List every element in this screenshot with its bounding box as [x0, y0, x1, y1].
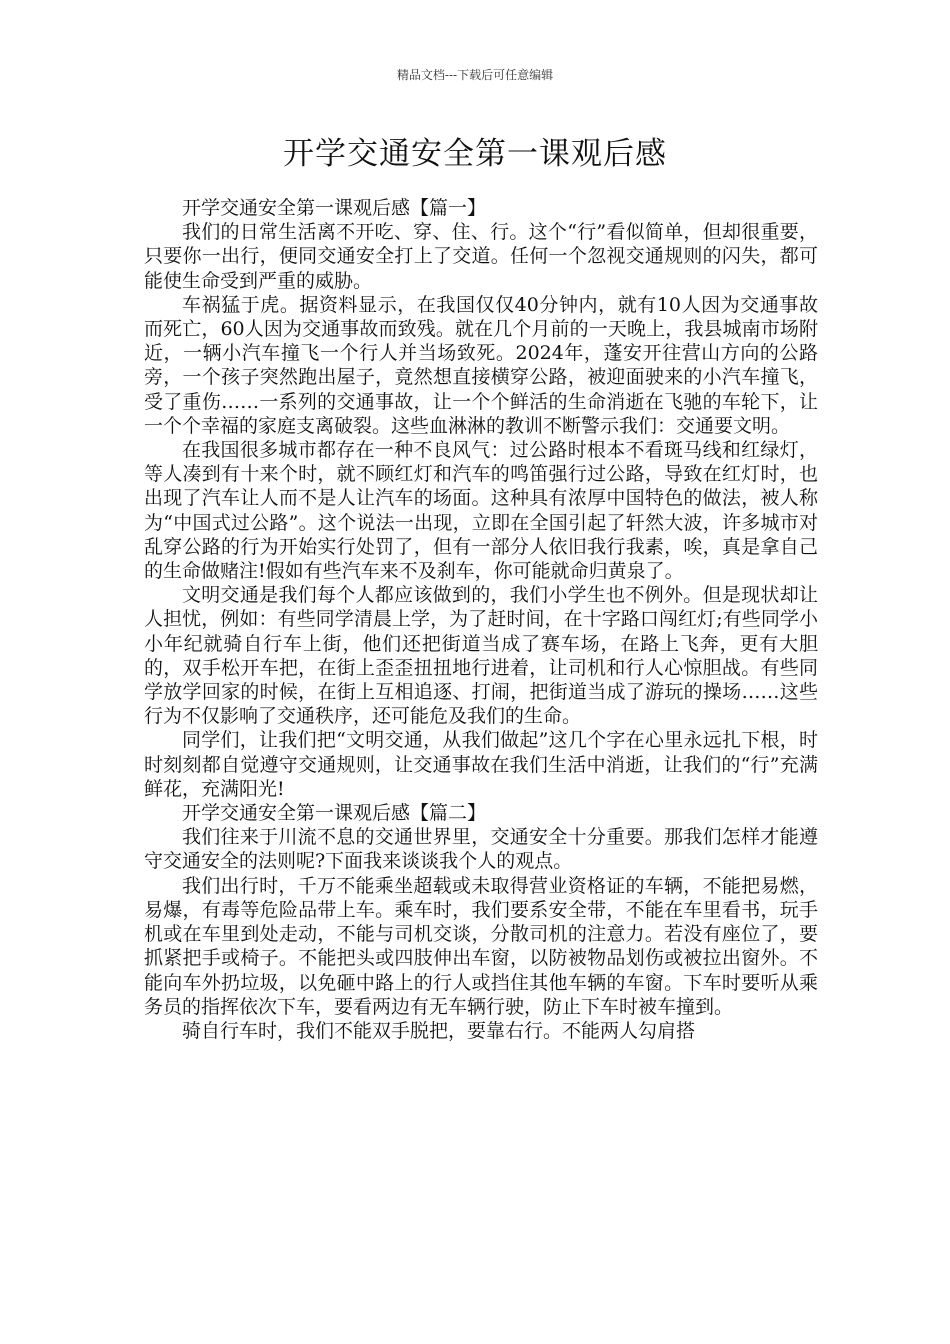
paragraph: 同学们，让我们把“文明交通，从我们做起”这几个字在心里永远扎下根，时时刻刻都自觉遵守交通规则，让交通事故在我们生活中消逝，让我们的“行”充满鲜花，充满阳光! [144, 729, 818, 800]
paragraph: 我们出行时，千万不能乘坐超载或未取得营业资格证的车辆，不能把易燃，易爆，有毒等危险品带上车。乘车时，我们要系安全带，不能在车里看书，玩手机或在车里到处走动，不能与司机交谈，分散司机的注意力。若没有座位了，要抓紧把手或椅子。不能把头或四肢伸出车窗，以防被物品划伤或被拉出窗外。不能向车外扔垃圾，以免砸中路上的行人或挡住其他车辆的车窗。下车时要听从乘务员的指挥依次下车，要看两边有无车辆行驶，防止下车时被车撞到。 [144, 874, 818, 1018]
section-heading-2: 开学交通安全第一课观后感【篇二】 [182, 802, 487, 825]
paragraph: 我们的日常生活离不开吃、穿、住、行。这个“行”看似简单，但却很重要，只要你一出行，便同交通安全打上了交道。任何一个忽视交通规则的闪失，都可能使生命受到严重的威胁。 [144, 221, 818, 292]
paragraph: 骑自行车时，我们不能双手脱把，要靠右行。不能两人勾肩搭 [182, 1019, 696, 1042]
paragraph: 在我国很多城市都存在一种不良风气：过公路时根本不看斑马线和红绿灯，等人凑到有十来个时，就不顾红灯和汽车的鸣笛强行过公路，导致在红灯时，也出现了汽车让人而不是人让汽车的场面。这种具有浓厚中国特色的做法，被人称为“中国式过公路”。这个说法一出现，立即在全国引起了轩然大波，许多城市对乱穿公路的行为开始实行处罚了，但有一部分人依旧我行我素，唉，真是拿自己的生命做赌注!假如有些汽车来不及刹车，你可能就命归黄泉了。 [144, 439, 818, 583]
document-body [144, 196, 818, 1043]
page-header-note: 精品文档---下载后可任意编辑 [396, 68, 554, 82]
section-heading-1: 开学交通安全第一课观后感【篇一】 [182, 197, 487, 219]
paragraph: 车祸猛于虎。据资料显示，在我国仅仅40分钟内，就有10人因为交通事故而死亡，60人因为交通事故而致残。就在几个月前的一天晚上，我县城南市场附近，一辆小汽车撞飞一个行人并当场致死。2024年，蓬安开往营山方向的公路旁，一个孩子突然跑出屋子，竟然想直接横穿公路，被迎面驶来的小汽车撞飞，受了重伤……一系列的交通事故，让一个个鲜活的生命消逝在飞驰的车轮下，让一个个幸福的家庭支离破裂。这些血淋淋的教训不断警示我们：交通要文明。 [144, 293, 818, 437]
paragraph: 文明交通是我们每个人都应该做到的，我们小学生也不例外。但是现状却让人担忧，例如：有些同学清晨上学，为了赶时间，在十字路口闯红灯;有些同学小小年纪就骑自行车上街，他们还把街道当成了赛车场，在路上飞奔，更有大胆的，双手松开车把，在街上歪歪扭扭地行进着，让司机和行人心惊胆战。有些同学放学回家的时候，在街上互相追逐、打闹，把街道当成了游玩的操场……这些行为不仅影响了交通秩序，还可能危及我们的生命。 [144, 584, 818, 728]
document-title: 开学交通安全第一课观后感 [283, 136, 667, 172]
paragraph: 我们往来于川流不息的交通世界里，交通安全十分重要。那我们怎样才能遵守交通安全的法则呢?下面我来谈谈我个人的观点。 [144, 826, 818, 873]
